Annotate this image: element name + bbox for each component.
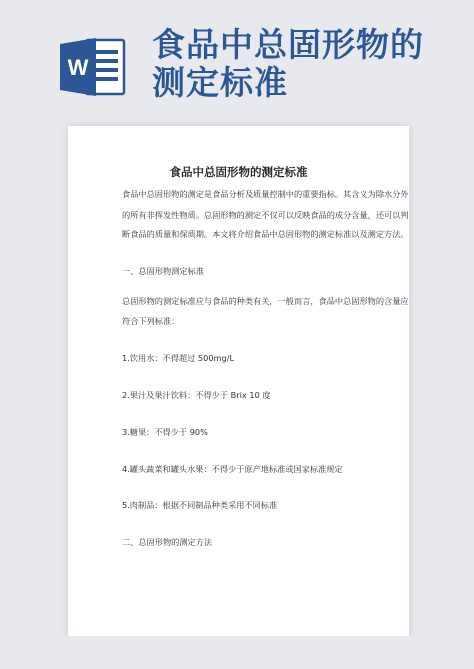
intro-line-2: 的所有非挥发性物质。总固形物的测定不仅可以反映食品的成分含量，还可以判	[122, 210, 409, 220]
section1-text-line-2: 符合下列标准：	[122, 316, 180, 326]
word-icon	[60, 36, 126, 98]
list-item-1: 1.饮用水：不得超过 500mg/L	[122, 353, 235, 363]
page-title	[152, 26, 462, 102]
intro-line-3: 断食品的质量和保质期。本文将介绍食品中总固形物的测定标准以及测定方法。	[122, 229, 409, 239]
intro-line-1: 食品中总固形物的测定是食品分析及质量控制中的重要指标。其含义为除水分外	[122, 189, 409, 199]
document-page	[68, 126, 409, 669]
list-item-4: 4.罐头蔬菜和罐头水果：不得少于原产地标准或国家标准规定	[122, 464, 343, 474]
list-item-2: 2.果汁及果汁饮料：不得少于 Brix 10 度	[122, 390, 271, 400]
section1-text-line-1: 总固形物的测定标准应与食品的种类有关，一般而言，食品中总固形物的含量应	[122, 296, 409, 306]
page-title-line-1: 食品中总固形物的	[152, 25, 424, 64]
list-item-5: 5.肉制品：根据不同制品种类采用不同标准	[122, 500, 278, 510]
svg-text:W: W	[67, 55, 89, 80]
page-header	[0, 0, 474, 130]
section2-heading: 二、总固形物的测定方法	[122, 537, 213, 547]
document-title: 食品中总固形物的测定标准	[169, 165, 308, 179]
list-item-3: 3.糖果：不得少于 90%	[122, 427, 208, 437]
section1-heading: 一、总固形物测定标准	[122, 266, 204, 276]
page-title-line-2: 测定标准	[152, 63, 288, 102]
bottom-band	[0, 636, 474, 669]
